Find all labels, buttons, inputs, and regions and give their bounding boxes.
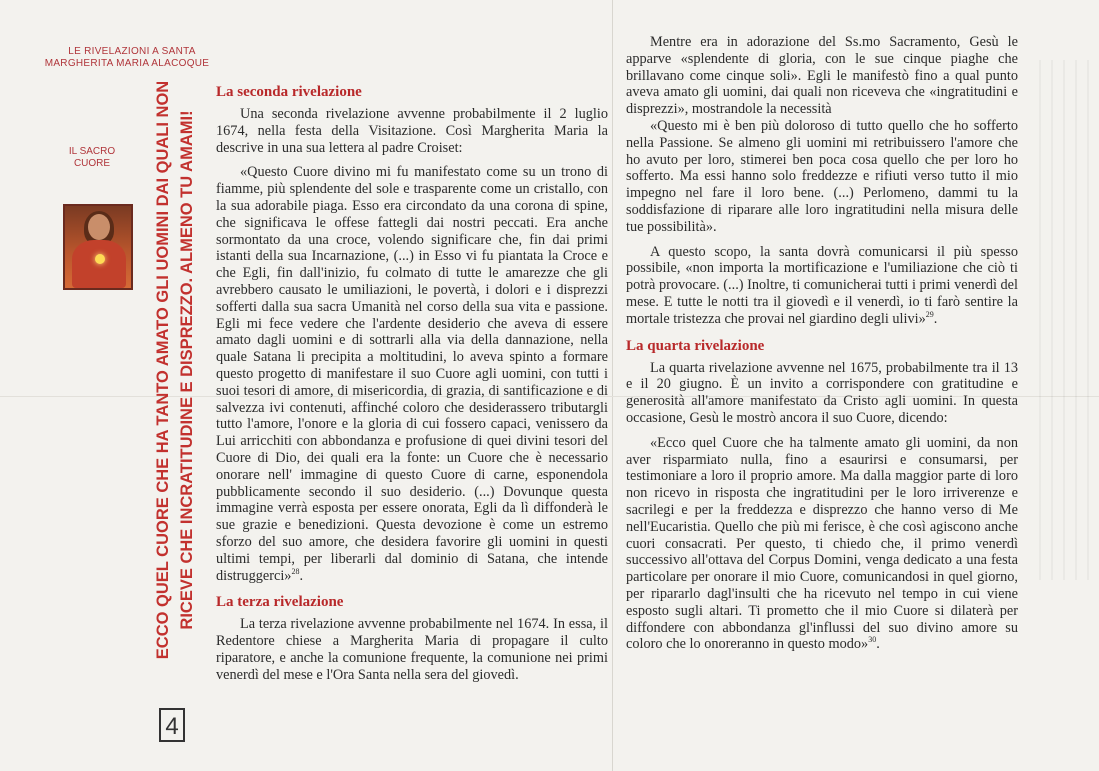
- show-through: [1029, 60, 1099, 580]
- quote-text: «Ecco quel Cuore che ha talmente amato gli uomini, da non aver risparmiato nulla, fino a esaurirsi e consumarsi, per testimoniare a loro il proprio amore. Ma dalla maggior parte di loro non ricevo in risposta che ingratitudini per le loro irriverenze e sacrilegi e per la freddezza e disprezzo che hanno verso di Me nell'Eucaristia. Quello che più mi ferisce, è che così agiscono anche cuori consacrati. Per questo, ti chiedo che, il primo venerdì successivo all'ottava del Corpus Domini, venga dedicato a una festa particolare per onorare il mio Cuore, comunicandosi in quel giorno, per ripararlo dagl'insulti che ha ricevuto nel tempo in cui viene esposto sugli altari. Ti prometto che il mio Cuore si dilaterà per diffondere con abbondanza gl'influssi del suo divino amore su coloro che lo onoreranno in questo modo»: [626, 434, 1018, 653]
- footnote-ref: 28: [291, 566, 300, 576]
- heading-seconda-rivelazione: La seconda rivelazione: [216, 84, 362, 100]
- series-title-line1: LE RIVELAZIONI A SANTA: [68, 46, 196, 57]
- portrait-face: [88, 214, 110, 240]
- paragraph-text: A questo scopo, la santa dovrà comunicarsi il più spesso possibile, «non importa la mortificazione e l'umiliazione che ciò ti potrà provocare. (...) Inoltre, ti comunicherai tutti i primi venerdì del mese. E tutte le notti tra il giovedì e il venerdì, io ti farò sentire la mortale tristezza che provai nel giardino degli ulivi»: [626, 243, 1018, 327]
- quote-text: «Questo Cuore divino mi fu manifestato come su un trono di fiamme, più splendente del sole e trasparente come un cristallo, con la sua adorabile piaga. Esso era circondato da una corona di spine, che significava le offese fattegli dai nostri peccati. Era anche sormontato da una croce, volendo significare che, fin dai primi istanti della sua Incarnazione, (...) in Esso vi fu piantata la Croce e che Egli, fin dall'inizio, fu colmato di tutte le amarezze che gli avrebbero causato le umiliazioni, le povertà, i dolori e i disprezzi sofferti dalla sua sacra Umanità nel corso della sua vita e passione. Egli mi fece vedere che l'ardente desiderio che aveva di essere amato dagli uomini e di sottrarli alla via della dannazione, nella quale Satana li precipita a moltitudini, lo aveva spinto a formare questo progetto di manifestare il suo Cuore agli uomini, con tutti i suoi tesori di amore, di misericordia, di grazia, di santificazione e di salvezza ivi contenuti, affinché coloro che desiderassero tributargli tutto l'amore, l'onore e la gloria di cui fossero capaci, venissero da Lui arricchiti con abbondanza e profusione di quei divini tesori del Cuore di Dio, dei quali era la fonte: un Cuore che è necessario onorare nell' immagine di questo Cuore di carne, esponendola pubblicamente secondo il suo desiderio. (...) Dovunque questa immagine verrà esposta per essere onorata, Egli da lì diffonderà le sue grazie e benedizioni. Questa devozione è come un estremo sforzo del suo amore, che desidera favorire gli uomini in questi ultimi tempi, per liberarli dal dominio di Satana, che intende distruggerci»: [216, 164, 608, 584]
- paragraph: A questo scopo, la santa dovrà comunicarsi il più spesso possibile, «non importa la mortificazione e l'umiliazione che ciò ti potrà provocare. (...) Inoltre, ti comunicherai tutti i primi venerdì del mese. E tutte le notti tra il giovedì e il venerdì, io ti farò sentire la mortale tristezza che provai nel giardino degli ulivi»$^{29}$.: [626, 243, 1018, 327]
- vertical-slogan: [140, 60, 210, 680]
- heart-icon: [95, 254, 105, 264]
- page-number: 4: [159, 708, 185, 742]
- footnote-ref: 29: [925, 309, 934, 319]
- quote-paragraph: «Questo mi è ben più doloroso di tutto quello che ho sofferto nella Passione. Se almeno gli uomini mi retribuissero l'amore che ho avuto per loro, stimerei ben poca cosa quello che per loro ho sofferto. Ma essi hanno solo freddezze e rifiuti verso tutto il mio impegno nel fare il loro bene. (...) Perlomeno, dammi tu la soddisfazione di riparare alle loro ingratitudini nella misura delle tue possibilità».: [626, 117, 1018, 235]
- paragraph: Una seconda rivelazione avvenne probabilmente il 2 luglio 1674, nella festa della Visitazione. Così Margherita Maria la descrive in una sua lettera al padre Croiset:: [216, 106, 608, 156]
- section-label: IL SACRO CUORE: [68, 146, 116, 169]
- vertical-slogan-text: [151, 60, 199, 680]
- footnote-ref: 30: [868, 635, 877, 645]
- slogan-line1: ECCO QUEL CUORE CHE HA TANTO AMATO GLI UOMINI DAI QUALI NON: [154, 80, 172, 660]
- portrait-robe: [72, 240, 126, 288]
- right-column: [626, 34, 1018, 653]
- sacred-heart-image: [63, 204, 133, 290]
- slogan-line2: RICEVE CHE INCRATITUDINE E DISPREZZO. ALMENO TU AMAMI!: [178, 110, 196, 630]
- heading-terza-rivelazione: La terza rivelazione: [216, 594, 344, 611]
- paragraph: La quarta rivelazione avvenne nel 1675, probabilmente tra il 13 e il 20 giugno. È un invito a corrispondere con gratitudine e generosità all'amore manifestato da Cristo agli uomini. In questa occasione, Gesù le mostrò ancora il suo Cuore, dicendo:: [626, 359, 1018, 426]
- quote-paragraph: «Questo Cuore divino mi fu manifestato come su un trono di fiamme, più splendente del sole e trasparente come un cristallo, con la sua adorabile piaga. Esso era circondato da una corona di spine, che significava le offese fattegli dai nostri peccati. Era anche sormontato da una croce, volendo significare che, fin dai primi istanti della sua Incarnazione, (...) in Esso vi fu piantata la Croce e che Egli, fin dall'inizio, fu colmato di tutte le amarezze che gli avrebbero causato le umiliazioni, le povertà, i dolori e i disprezzi sofferti dalla sua sacra Umanità nel corso della sua vita e passione. Egli mi fece vedere che l'ardente desiderio che aveva di essere amato dagli uomini e di sottrarli alla via della dannazione, nella quale Satana li precipita a moltitudini, lo aveva spinto a formare questo progetto di manifestare il suo Cuore agli uomini, con tutti i suoi tesori di amore, di misericordia, di grazia, di santificazione e di salvezza ivi contenuti, affinché coloro che desiderassero tributargli tutto l'amore, l'onore e la gloria di cui fossero capaci, venissero da Lui arricchiti con abbondanza e profusione di quei divini tesori del Cuore di Dio, dei quali era la fonte: un Cuore che è necessario onorare nell' immagine di questo Cuore di carne, esponendola pubblicamente secondo il suo desiderio. (...) Dovunque questa immagine verrà esposta per essere onorata, Egli da lì diffonderà le sue grazie e benedizioni. Questa devozione è come un estremo sforzo del suo amore, che desidera favorire gli uomini in questi ultimi tempi, per liberarli dal dominio di Satana, che intende distruggerci»$^{28}$.: [216, 164, 608, 584]
- paragraph: La terza rivelazione avvenne probabilmente nel 1674. In essa, il Redentore chiese a Margherita Maria di propagare il culto riparatore, e anche la comunione frequente, la comunione nei primi venerdì del mese e l'Ora Santa nella sera del giovedì.: [216, 616, 608, 683]
- series-title-line2: MARGHERITA MARIA ALACOQUE: [44, 58, 210, 69]
- page-fold: [612, 0, 613, 771]
- left-column: [216, 82, 608, 684]
- quote-paragraph: «Ecco quel Cuore che ha talmente amato gli uomini, da non aver risparmiato nulla, fino a esaurirsi e consumarsi, per testimoniare a loro il proprio amore. Ma dalla maggior parte di loro non ricevo in risposta che ingratitudini per le loro irriverenze e sacrilegi e per la freddezza e disprezzo che hanno verso di Me nell'Eucaristia. Quello che più mi ferisce, è che così agiscono anche cuori consacrati. Per questo, ti chiedo che, il primo venerdì successivo all'ottava del Corpus Domini, venga dedicato a una festa particolare per onorare il mio Cuore, comunicandosi in quel giorno, per ripararlo dagl'insulti che ha ricevuto nel tempo in cui viene esposto sugli altari. Ti prometto che il mio Cuore si dilaterà per diffondere con abbondanza gl'influssi del suo divino amore su coloro che lo onoreranno in questo modo»$^{30}$.: [626, 434, 1018, 653]
- paragraph: Mentre era in adorazione del Ss.mo Sacramento, Gesù le apparve «splendente di gloria, con le sue cinque piaghe che brillavano come cinque soli». Egli le manifestò fino a qual punto aveva amato gli uomini, dai quali non riceveva che «ingratitudini e disprezzi», mostrandole la necessità: [626, 34, 1018, 118]
- heading-quarta-rivelazione: La quarta rivelazione: [626, 337, 765, 354]
